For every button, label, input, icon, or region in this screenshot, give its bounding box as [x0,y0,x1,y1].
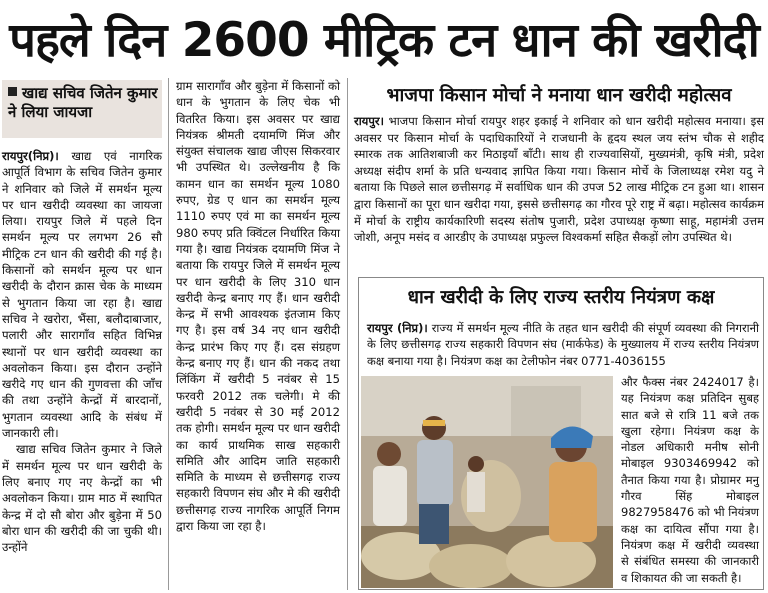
story3-top-text [367,320,759,369]
story1-subhead [2,80,162,138]
story1-paragraph-2: खाद्य सचिव जितेन कुमार ने जिले में समर्थन मूल्य पर धान खरीदी के लिए बनाए गए नए केन्द्रों का भी अवलोकन किया। ग्राम माठ में स्थापित केन्द्र में दो सौ बोरा और बुड़ेना में 50 बोरा धान की खरीदी की जा चुकी थी। उन्होंने [2,442,162,555]
story3-headline: धान खरीदी के लिए राज्य स्तरीय नियंत्रण कक्ष [407,287,715,308]
column-divider [168,78,169,590]
main-headline: पहले दिन 2600 मीट्रिक टन धान की खरीदी [9,13,759,68]
bullet-square-icon [8,87,17,96]
story1-dateline: रायपुर(निप्र)। [2,149,59,163]
story2-headline: भाजपा किसान मोर्चा ने मनाया धान खरीदी महोत्सव [386,85,732,106]
story3-side-text: और फैक्स नंबर 2424017 है। यह नियंत्रण कक्ष प्रतिदिन सुबह सात बजे से रात्रि 11 बजे तक खुला रहेगा। नियंत्रण कक्ष के नोडल अधिकारी मनीष सोनी मोबाइल 9303469942 को तैनात किया गया है। प्रोग्रामर मनु गौरव सिंह मोबाइल 9827958476 को भी नियंत्रण कक्ष का दायित्व सौंपा गया है। नियंत्रण कक्ष में खरीदी व्यवस्था से संबंधित समस्या की जानकारी व शिकायत की जा सकती है। [621,375,759,585]
farmers-photo [361,376,613,588]
column-divider [347,78,348,590]
story2-text: भाजपा किसान मोर्चा रायपुर शहर इकाई ने शनिवार को धान खरीदी महोत्सव मनाया। इस अवसर पर किसान मोर्चा के पदाधिकारियों ने राजधानी के हृदय स्थल जय स्तंभ चौक से शहीद स्मारक तक आतिशबाजी कर मिठाइयाँ बाँटी। साथ ही राज्यवासियों, मुख्यमंत्री, कृषि मंत्री, प्रदेश अध्यक्ष संदीप शर्मा के प्रति धन्यवाद ज्ञापित किया गया। किसान मोर्चे के जिलाध्यक्ष रमेश यदु ने बताया कि पिछले साल छत्तीसगढ़ में सर्वाधिक धान की उपज 52 लाख मीट्रिक टन हुआ था। शासन द्वारा किसानों का पूरा धान खरीदा गया, इससे छत्तीसगढ़ का गौरव पूरे राष्ट्र में बढ़ा। महोत्सव कार्यक्रम में मोर्चा के राष्ट्रीय कार्यकारिणी सदस्य संतोष पुजारी, प्रदेश उपाध्यक्ष कृष्णा साहू, महामंत्री उत्तम जोशी, अनूप मसंद व आरडीए के उपाध्यक्ष प्रफुल्ल विश्वकर्मा सहित सैकड़ों लोग उपस्थित थे। [354,114,764,245]
story3-intro: राज्य में समर्थन मूल्य नीति के तहत धान खरीदी की संपूर्ण व्यवस्था की निगरानी के लिए छत्तीसगढ़ राज्य सहकारी विपणन संघ (मार्कफेड) के मुख्यालय में राज्य स्तरीय नियंत्रण कक्ष बनाया गया है। नियंत्रण कक्ष का टेलीफोन नंबर 0771-4036155 [367,321,759,368]
story1-column-1 [2,148,162,555]
story1-subhead-text: खाद्य सचिव जितेन कुमार ने लिया जायजा [8,84,158,121]
story1-paragraph-1: खाद्य एवं नागरिक आपूर्ति विभाग के सचिव जितेन कुमार ने शनिवार को जिले में समर्थन मूल्य पर धान खरीदी व्यवस्था का जायजा लिया। रायपुर जिले में पहले दिन समर्थन मूल्य पर लगभग 26 सौ मीट्रिक टन धान की खरीदी की गई है। किसानों को समर्थन मूल्य पर धान खरीदी के दौरान क्रास चेक के माध्यम से भुगतान किया जा रहा है। खाद्य सचिव ने खरोरा, भैंसा, बलौदाबाजार, पलारी और सारागाँव सहित विभिन्न स्थानों पर धान खरीदी व्यवस्था का अवलोकन किया। इस दौरान उन्होंने खरीदे गए धान की गुणवत्ता की जाँच की तथा उन्होंने केन्द्रों में बारदानों, भुगतान व्यवस्था आदि के संबंध में जानकारी ली। [2,149,162,441]
story2-body [354,113,764,246]
story2-dateline: रायपुर। [354,114,384,128]
story3-box [358,277,764,590]
story3-dateline: रायपुर (निप्र)। [367,321,428,335]
story1-column-2: ग्राम सारागाँव और बुड़ेना में किसानों को धान के भुगतान के लिए चेक भी वितरित किया। इस अवसर पर खाद्य नियंत्रक श्रीमती दयामणि मिंज और संयुक्त संचालक खाद्य जीएस सिकरवार भी उपस्थित थे। उल्लेखनीय है कि कामन धान का समर्थन मूल्य 1080 रुपए, ग्रेड ए धान का समर्थन मूल्य 1110 रुपए एवं मा का समर्थन मूल्य 980 रुपए प्रति क्विंटल निर्धारित किया गया है। खाद्य नियंत्रक दयामणि मिंज ने बताया कि रायपुर जिले में समर्थन मूल्य पर धान खरीदी के लिए 310 धान खरीदी केन्द्र बनाए गए हैं। धान खरीदी केन्द्र में सभी आवश्यक इंतजाम किए गए है। इस वर्ष 34 नए धान खरीदी केन्द्र प्रारंभ किए गए हैं। दस संग्रहण केन्द्र बनाए गए हैं। धान की नकद तथा लिंकिंग में खरीदी 5 नवंबर से 15 फरवरी 2012 तक चलेगी। मे की खरीदी 5 नवंबर से 30 मई 2012 तक होगी। समर्थन मूल्य पर धान खरीदी का कार्य प्राथमिक साख सहकारी समिति और आदिम जाति सहकारी समिति के माध्यम से छत्तीसगढ़ राज्य सहकारी विपणन संघ और मे की खरीदी छत्तीसगढ़ राज्य नागरिक आपूर्ति निगम द्वारा किया जा रहा है। [176,79,340,534]
